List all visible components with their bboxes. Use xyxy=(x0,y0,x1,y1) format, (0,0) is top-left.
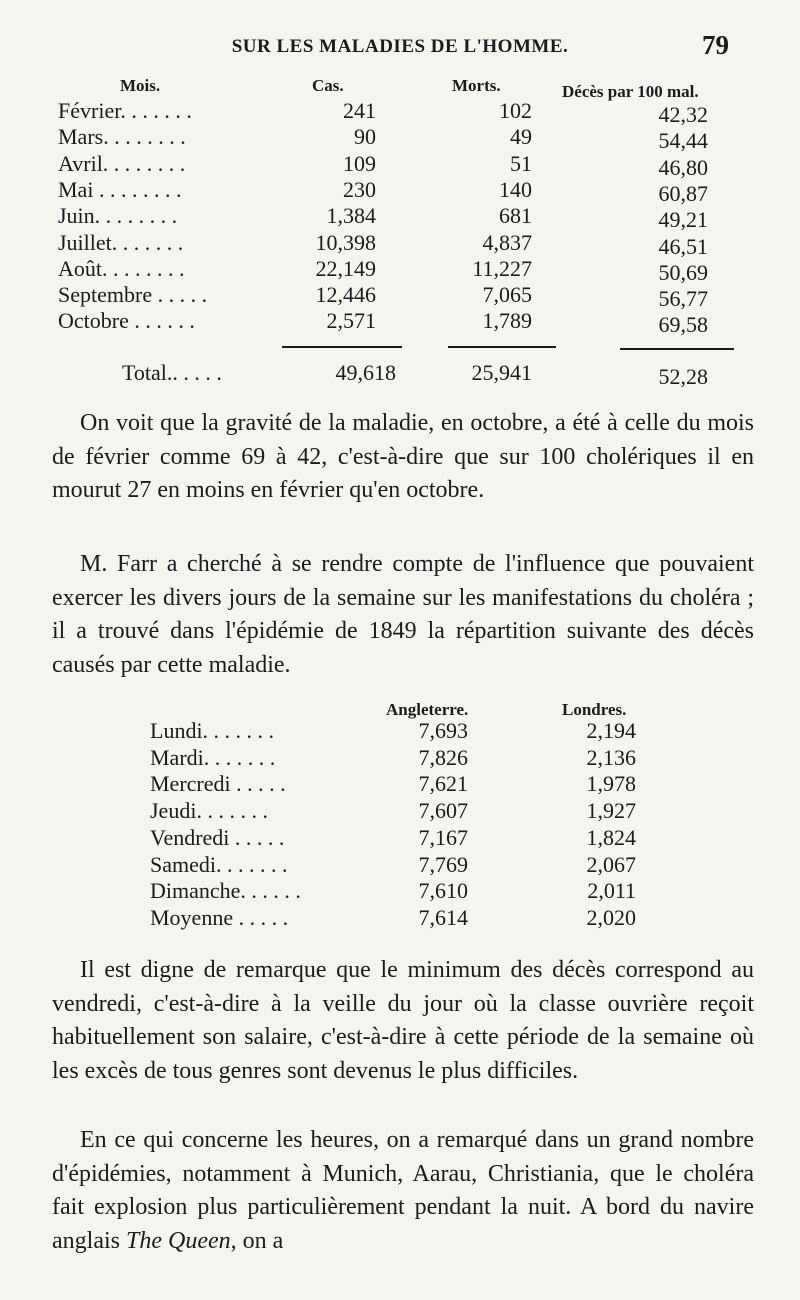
weekday-row-england-value: 7,769 xyxy=(418,851,468,877)
weekday-row-day-label: Lundi. . . . . . . xyxy=(150,718,275,743)
monthly-row-deaths-value: 4,837 xyxy=(482,229,532,255)
monthly-row-rate-value: 60,87 xyxy=(658,180,708,206)
weekday-row-day-label: Dimanche. . . . . . xyxy=(150,878,301,904)
monthly-row-cases-value: 22,149 xyxy=(315,255,376,281)
paragraph-hours-text xyxy=(52,1124,754,1258)
weekday-row-london-value: 2,136 xyxy=(586,744,636,770)
paragraph-friday-text: Il est digne de remarque que le minimum des décès correspond au vendredi, c'est-à-dire à la veille du jour où la classe ouvrière reçoit habituellement son salaire, c'est-à-dire à cette période de la semaine où les excès de tous genres sont devenus le plus difficiles. xyxy=(52,957,754,1084)
weekday-row-england-value: 7,826 xyxy=(418,744,468,770)
paragraph-gravity xyxy=(52,407,754,508)
weekday-row-london-value: 2,011 xyxy=(587,878,636,904)
monthly-row-rate-value: 42,32 xyxy=(658,102,708,127)
weekday-row-england-value: 7,621 xyxy=(418,771,468,797)
weekday-row-day-label: Mardi. . . . . . . xyxy=(150,744,276,770)
paragraph-farr-text: M. Farr a cherché à se rendre compte de l'influence que pouvaient exercer les divers jours de la semaine sur les manifestations du choléra ; il a trouvé dans l'épidémie de 1849 la répartition suivante des décès causés par cette maladie. xyxy=(52,551,754,678)
weekday-row-london-value: 1,978 xyxy=(586,771,636,797)
weekday-row-day-label: Jeudi. . . . . . . xyxy=(150,798,268,824)
monthly-row-cases-value: 109 xyxy=(343,150,376,176)
ship-name: The Queen xyxy=(125,1227,231,1254)
weekday-row-london-value: 1,927 xyxy=(586,798,636,824)
paragraph-hours xyxy=(52,1124,754,1258)
total-label: Total.. . . . . xyxy=(122,360,222,385)
monthly-row-cases-value: 90 xyxy=(354,124,376,150)
monthly-row-month-label: Mars. . . . . . . . xyxy=(58,124,186,150)
monthly-row-deaths-value: 51 xyxy=(510,150,532,176)
monthly-row-rate-value: 56,77 xyxy=(658,286,708,312)
total-rule-rate xyxy=(620,348,734,350)
total-rate: 52,28 xyxy=(658,364,708,389)
weekday-row-london-value: 2,067 xyxy=(586,851,636,877)
monthly-row-cases-value: 10,398 xyxy=(315,229,376,255)
monthly-row-cases-value: 241 xyxy=(343,98,376,123)
page-number: 79 xyxy=(702,30,729,60)
weekday-row-england-value: 7,614 xyxy=(418,904,468,930)
monthly-row-cases-value: 1,384 xyxy=(326,203,376,229)
monthly-row-cases-value: 230 xyxy=(343,176,376,202)
total-cases: 49,618 xyxy=(335,360,396,385)
paragraph-hours-text-after: , on a xyxy=(230,1227,284,1254)
monthly-row-deaths-value: 140 xyxy=(499,176,532,202)
paragraph-gravity-text: On voit que la gravité de la maladie, en octobre, a été à celle du mois de février comme 69 à 42, c'est-à-dire que sur 100 cholériques il en mourut 27 en moins en février qu'en octobre. xyxy=(52,410,754,503)
total-rule-deaths xyxy=(448,346,556,348)
weekday-row-england-value: 7,693 xyxy=(418,718,468,743)
weekday-row-day-label: Vendredi . . . . . xyxy=(150,824,285,850)
monthly-row-rate-value: 46,51 xyxy=(658,233,708,259)
monthly-row-month-label: Juin. . . . . . . . xyxy=(58,203,178,229)
monthly-row-month-label: Avril. . . . . . . . xyxy=(58,150,186,176)
monthly-row-rate-value: 69,58 xyxy=(658,312,708,338)
monthly-row-deaths-value: 11,227 xyxy=(472,255,532,281)
monthly-row-rate-value: 54,44 xyxy=(658,128,708,154)
monthly-row-rate-value: 50,69 xyxy=(658,259,708,285)
col-header-month: Mois. xyxy=(120,76,161,95)
monthly-row-month-label: Août. . . . . . . . xyxy=(58,255,185,281)
weekday-row-england-value: 7,610 xyxy=(418,878,468,904)
paragraph-friday xyxy=(52,954,754,1088)
total-rule-cases xyxy=(282,346,402,348)
monthly-row-cases-value: 12,446 xyxy=(315,282,376,308)
monthly-row-rate-value: 49,21 xyxy=(658,207,708,233)
monthly-row-month-label: Octobre . . . . . . xyxy=(58,308,195,334)
weekday-row-day-label: Samedi. . . . . . . xyxy=(150,851,288,877)
paragraph-farr xyxy=(52,548,754,682)
col-header-rate: Décès par 100 mal. xyxy=(562,82,699,101)
monthly-row-deaths-value: 102 xyxy=(499,98,532,123)
monthly-row-month-label: Février. . . . . . . xyxy=(58,98,192,123)
total-deaths: 25,941 xyxy=(471,360,532,385)
monthly-row-month-label: Juillet. . . . . . . xyxy=(58,229,184,255)
col-header-england: Angleterre. xyxy=(386,700,469,719)
weekday-row-day-label: Moyenne . . . . . xyxy=(150,904,289,930)
weekday-row-london-value: 2,020 xyxy=(586,904,636,930)
monthly-row-deaths-value: 49 xyxy=(510,124,532,150)
running-title: SUR LES MALADIES DE L'HOMME. xyxy=(231,36,569,57)
weekday-row-day-label: Mercredi . . . . . xyxy=(150,771,286,797)
paragraph-hours-text-before: En ce qui concerne les heures, on a remarqué dans un grand nombre d'épidémies, notamment à Munich, Aarau, Christiania, que le choléra fait explosion plus particulièrement pendant la nuit. A bord du navire anglais xyxy=(52,1127,754,1254)
weekday-row-england-value: 7,167 xyxy=(418,824,468,850)
col-header-london: Londres. xyxy=(562,700,627,719)
monthly-row-deaths-value: 7,065 xyxy=(482,282,532,308)
monthly-row-deaths-value: 681 xyxy=(499,203,532,229)
monthly-row-deaths-value: 1,789 xyxy=(482,308,532,334)
monthly-row-month-label: Mai . . . . . . . . xyxy=(58,176,182,202)
monthly-row-month-label: Septembre . . . . . xyxy=(58,282,208,308)
weekday-row-england-value: 7,607 xyxy=(418,798,468,824)
weekday-row-london-value: 1,824 xyxy=(586,824,636,850)
col-header-deaths: Morts. xyxy=(452,76,501,95)
col-header-cases: Cas. xyxy=(312,76,344,95)
monthly-row-cases-value: 2,571 xyxy=(326,308,376,334)
weekday-row-london-value: 2,194 xyxy=(586,718,636,743)
monthly-row-rate-value: 46,80 xyxy=(658,154,708,180)
